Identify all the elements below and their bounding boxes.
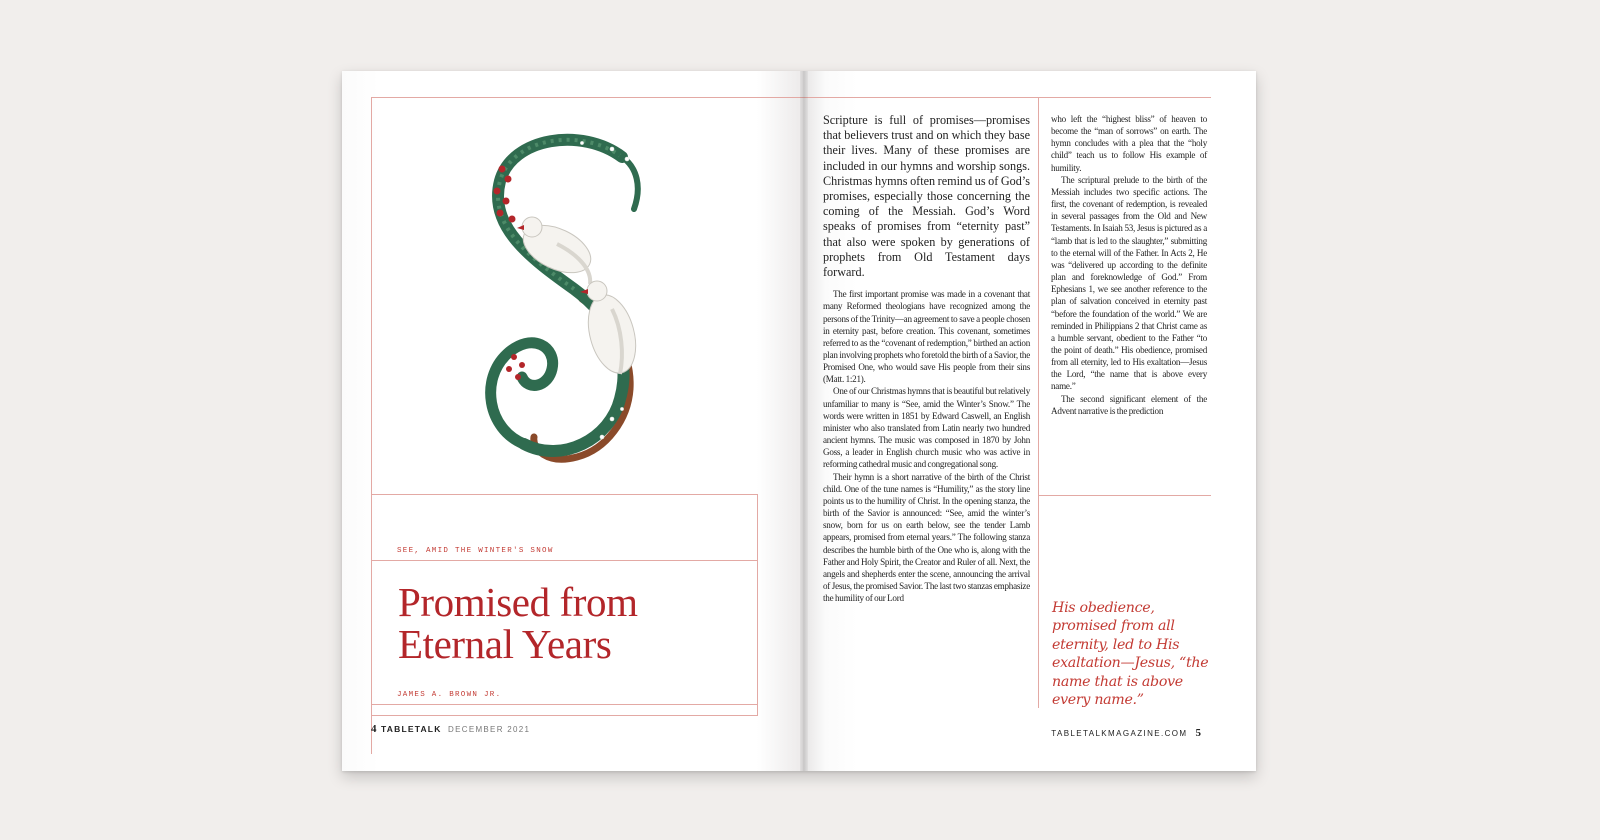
article-author: JAMES A. BROWN JR. [397,691,502,699]
left-page [342,71,803,771]
article-title-line-2: Eternal Years [398,621,612,667]
left-rule [371,97,372,754]
right-folio [1051,723,1201,741]
top-rule [371,97,803,98]
article-kicker: SEE, AMID THE WINTER'S SNOW [397,547,554,555]
article-title [398,581,778,665]
illuminated-letter-s-illustration [462,119,692,469]
page-number-left: 4 [371,723,377,735]
article-title-line-1: Promised from [398,579,638,625]
main-text-column [823,113,1030,604]
column-divider-rule [1038,97,1039,708]
issue-date: DECEMBER 2021 [448,725,531,734]
right-page [803,71,1256,771]
pull-quote: His obedience, promised from all eternity, led to His exaltation—Jesus, “the name that is above every name.” [1052,600,1209,709]
left-folio [371,723,530,735]
rule-below-kicker [371,560,757,561]
body-paragraph: The scriptural prelude to the birth of the Messiah includes two specific actions. The first, the covenant of redemption, is revealed in several passages from the Old and New Testaments. In Isaiah 53, Jesus is pictured as a “lamb that is led to the slaughter,” submitting to the eternal will of the Father. In Acts 2, He was “delivered up according to the definite plan and foreknowledge of God.” From Ephesians 1, we see another reference to the plan of salvation conceived in eternity past “before the foundation of the world.” We are reminded in Philippians 2 that Christ came as a humble servant, obedient to the Father “to the point of death.” His obedience, promised from all eternity, led to His exaltation—Jesus the Lord, “the name that is above every name.” [1051,174,1207,392]
body-paragraph: The second significant element of the Advent narrative is the prediction [1051,393,1207,416]
page-number-right: 5 [1195,727,1201,739]
top-flourish [622,157,638,209]
intro-paragraph: Scripture is full of promises—promises that believers trust and on which they base their lives. Many of these promises are included in our hymns and worship songs. Christmas hymns often remind us of God’s promises, especially those concerning the coming of the Messiah. God’s Word speaks of promises from “eternity past” that also were spoken by generations of prophets from Old Testament days forward. [823,113,1030,280]
body-paragraph: Their hymn is a short narrative of the birth of the Christ child. One of the tune names is “Humility,” as the story line points us to the humility of Christ. In the opening stanza, the birth of the Savior is announced: “See, amid the winter’s snow, born for us on earth below, see the tender Lamb appears, promised from eternal years.” The following stanza describes the humble birth of the One who is, along with the Father and Holy Spirit, the Creator and Ruler of all. Next, the angels and shepherds enter the scene, announcing the arrival of Jesus, the promised Savior. The last two stanzas emphasize the humility of our Lord [823,471,1030,604]
dove-lower [580,281,644,378]
pull-quote-top-rule [1038,495,1211,496]
magazine-website: TABLETALKMAGAZINE.COM [1051,729,1188,738]
magazine-name: TABLETALK [381,724,442,734]
top-rule-right [803,97,1211,98]
side-text-column [1051,113,1207,417]
rule-above-folio [371,715,757,716]
body-paragraph: One of our Christmas hymns that is beautiful but relatively unfamiliar to many is “See, amid the Winter’s Snow.” The words were written in 1851 by Edward Caswell, an English minister who also translated from Latin nearly two hundred ancient hymns. The music was composed in 1870 by John Goss, a leader in English church music who was active in reforming cathedral music and congregational song. [823,386,1030,470]
body-paragraph: The first important promise was made in a covenant that many Reformed theologians have recognized among the persons of the Trinity—an agreement to save a people chosen in eternity past, before creation. This covenant, sometimes referred to as the “covenant of redemption,” birthed an action plan involving prophets who foretold the birth of a Savior, the Promised One, who would save His people from their sins (Matt. 1:21). [823,289,1030,385]
rule-above-kicker [371,494,757,495]
body-paragraph: who left the “highest bliss” of heaven to become the “man of sorrows” on earth. The hymn concludes with a plea that the “holy child” teach us to follow His example of humility. [1051,114,1207,173]
spine-gutter-shadow [800,71,808,771]
rule-below-author [371,704,757,705]
magazine-spread [342,71,1256,771]
bottom-curl [491,343,553,444]
